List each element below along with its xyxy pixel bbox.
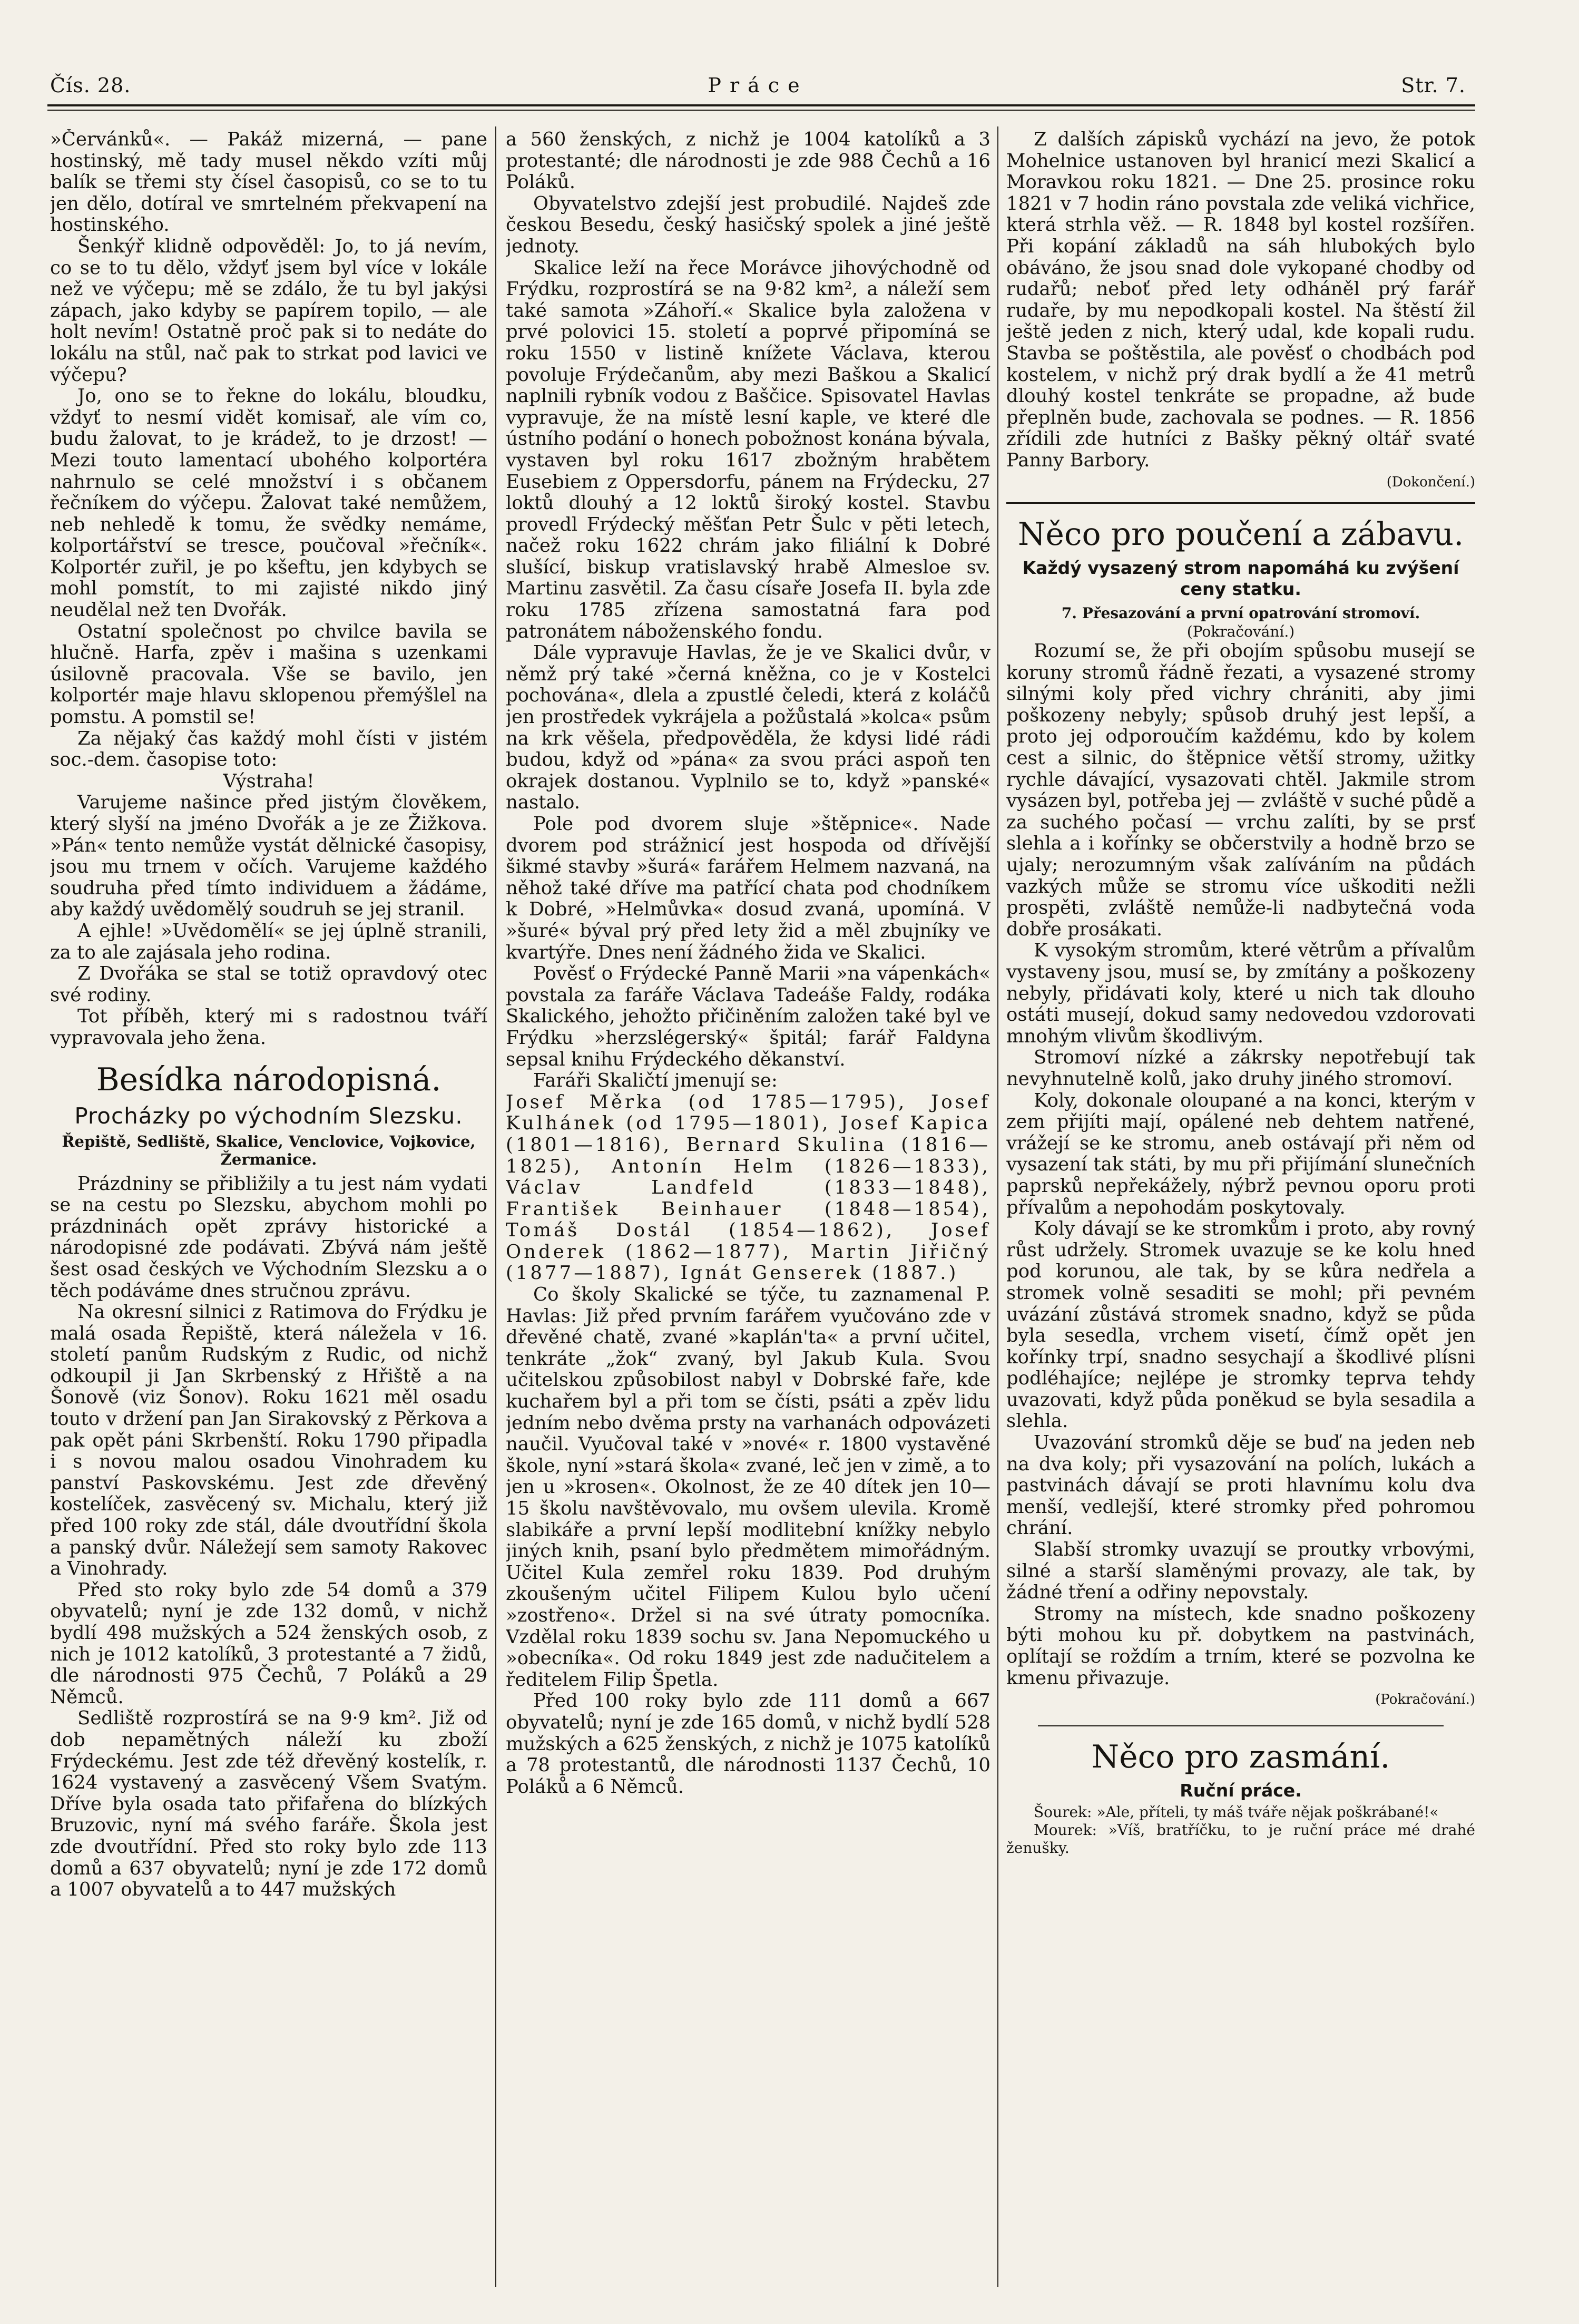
page-number: Str. 7. [1401,74,1466,97]
newspaper-title: Práce [708,74,808,97]
paragraph: Rozumí se, že při obojím spůsobu musejí se koruny stromů řádně řezati, a vysazené stromy silnými koly před vichry chrániti, aby jimi poškozeny nebyly; spůsob druhý jest lepší, a proto jej odporoučím každému, kdo by kolem cest a silnic, do štěpnice větší stromy, užitky rychle dávající, vysazovati chtěl. Jakmile strom vysázen byl, potřeba jej — zvláště v suché půdě a za suchého počasí — vrchu zalíti, by se prsť slehla a i kořínky se občerstvily a hodně brzo se ujaly; nerozumným však zalíváním na půdách vazkých může se stromu více uškoditi nežli prospěti, zvláště nemůže-li nadbytečná voda dobře prosákati. [1006,640,1475,940]
humor-subtitle: Ruční práce. [1180,1780,1302,1801]
column-1 [50,129,487,2290]
dialogue-line: Šourek: »Ale, příteli, ty máš tváře nějak poškrábané!« [1034,1803,1439,1821]
paragraph: Pole pod dvorem sluje »štěpnice«. Nade dvorem pod strážnicí jest hospoda od dřívější šikmé stavby »šurá« farářem Helmem nazvaná, na něhož také dříve ma patřící chata pod chodníkem k Dobré, »Helmůvka« dosud zvaná, upomíná. V »šuré« býval prý před lety žid a měl zbujníky ve kvartýře. Dnes není žádného žida ve Skalici. [506,813,990,963]
paragraph: Dále vypravuje Havlas, že je ve Skalici dvůr, v němž prý také »černá kněžna, co je v Kostelci pochována«, dlela a zpustlé čeledi, která z koláčů jen prostředek vykrájela a požůstalá »kolca« psům na krk věšela, předpověděla, že kdysi lidé rádi budou, když od »pána« za svou práci aspoň ten okrajek dostanou. Vyplnilo se to, když »panské« nastalo. [506,642,990,814]
column-divider [495,126,496,2287]
paragraph: Slabší stromky uvazují se proutky vrbovými, silné a starší slaměnými provazy, ale tak, by žádné tření a odřiny nepovstaly. [1006,1539,1475,1604]
section-subtitle: Každý vysazený strom napomáhá ku zvýšení ceny statku. [1022,558,1459,600]
paragraph: K vysokým stromům, které větrům a přívalům vystaveny jsou, musí se, by zmítány a poškozeny nebyly, přidávati koly, které u nich tak dlouho ostáti musejí, dokud samy nedovedou vzdorovati mnohým vlivům škodlivým. [1006,940,1475,1047]
header-rule-thin [47,110,1475,111]
header-rule [47,104,1475,106]
paragraph: Faráři Skaličtí jmenují se: [533,1070,778,1092]
section-title-besidka: Besídka národopisná. [96,1061,442,1098]
paragraph: Jo, ono se to řekne do lokálu, bloudku, vždyť to nesmí vidět komisař, ale vím co, budu žalovat, to je krádež, to je drzost! — Mezi touto lamentací ubohého kolportéra nahrnulo se celé množství i s občanem řečníkem do výčepu. Žalovat také nemůžem, neb nehledě k tomu, že svědky nemáme, kolportářství se tresce, poučoval »řečník«. Kolportér zuřil, je po kšeftu, jen kdybych se mohl pomstít, to mi zajisté nikdo jiný neudělal než ten Dvořák. [50,385,487,621]
continuation-note: (Pokračování.) [1186,623,1295,641]
priest-list: Josef Měrka (od 1785—1795), Josef Kulhánek (od 1795—1801), Josef Kapica (1801—1816), Bernard Skulina (1816—1825), Antonín Helm (1826—1833), Václav Landfeld (1833—1848), František Beinhauer (1848—1854), Tomáš Dostál (1854—1862), Josef Onderek (1862—1877), Martin Jiřičný (1877—1887), Ignát Genserek (1887.) [506,1091,990,1284]
column-divider [997,126,998,2287]
paragraph: Z dalších zápisků vychází na jevo, že potok Mohelnice ustanoven byl hranicí mezi Skalicí a Moravkou roku 1821. — Dne 25. prosince roku 1821 v 7 hodin ráno povstala zde veliká vichřice, která strhla věž. — R. 1848 byl kostel rozšířen. Při kopání základů na sáh hlubokých bylo obáváno, že jsou snad dole vykopané chodby od rudařů; neboť před lety odháněl prý farář rudaře, by mu nepodkopali kostel. Na štěstí žil ještě jeden z nich, který udal, kde kopali rudu. Stavba se poštěstila, ale pověsť o chodbách pod kostelem, v nichž prý drak bydlí a že 41 metrů dlouhý kostel tenkráte se propadne, až bude přeplněn bude, zachovala se podnes. — R. 1856 zřídili zde hutníci z Bašky pěkný oltář svaté Panny Barbory. [1006,129,1475,471]
paragraph: Za nějaký čas každý mohl čísti v jistém soc.-dem. časopise toto: [50,727,487,771]
paragraph: Sedliště rozprostírá se na 9·9 km². Již od dob nepamětných náleží ku zboží Frýdeckému. Jest zde též dřevěný kostelík, r. 1624 vystavený a zasvěcený Všem Svatým. Dříve byla osada tato přifařena do blízkých Bruzovic, nyní má svého faráře. Škola jest zde dvoutřídní. Před sto roky bylo zde 113 domů a 637 obyvatelů; nyní je zde 172 domů a 1007 obyvatelů a to 447 mužských [50,1707,487,1901]
paragraph: Co školy Skalické se týče, tu zaznamenal P. Havlas: Již před prvním farářem vyučováno zde v dřevěné chatě, zvané »kaplán'ta« a první učitel, tenkráte „žok“ zvaný, byl Jakub Kula. Svou učitelskou způsobilost nabyl v Dobrské faře, kde kuchařem byl a při tom se čísti, psáti a zpěv lidu jedním nebo dvěma prsty na varhanách odpovázeti naučil. Vyučoval také v »nové« r. 1800 vystavěné škole, nyní »stará škola« zvané, leč jen v zimě, a to jen u »krosen«. Okolnost, že ze 40 dítek jen 10—15 školu navštěvovalo, mu ovšem ulevila. Kromě slabikáře a první lepší modlitební knížky nebylo jiných knih, psaní bylo předmětem mimořádným. Učitel Kula zemřel roku 1839. Pod druhým zkoušeným učitel Filipem Kulou bylo učení »zostřeno«. Držel si na své útraty pomocníka. Vzdělal roku 1839 sochu sv. Jana Nepomuckého u »obecníka«. Od roku 1849 jest zde nadučitelem a ředitelem Filip Špetla. [506,1284,990,1691]
section-title-pouceni: Něco pro poučení a zábavu. [1017,516,1464,553]
paragraph: Skalice leží na řece Morávce jihovýchodně od Frýdku, rozprostírá se na 9·82 km², a náleží sem také samota »Záhoří.« Skalice byla založena v prvé polovici 15. století a poprvé připomíná se roku 1550 v listině knížete Václava, kterou povoluje Frýdečanům, aby mezi Baškou a Skalicí naplnili rybník vodou z Baščice. Spisovatel Havlas vypravuje, že na místě lesní kaple, ve které dle ústního podání o honech pobožnost konána bývala, vystaven byl roku 1617 zbožným hrabětem Eusebiem z Oppersdorfu, pánem na Frýdecku, 27 loktů dlouhý a 12 loktů široký kostel. Stavbu provedl Frýdecký měšťan Petr Šulc v pěti letech, načež roku 1622 chrám jako filiální k Dobré slušící, biskup vratislavský hrabě Almesloe sv. Martinu zasvětil. Za času císaře Josefa II. byla zde roku 1785 zřízena samostatná fara pod patronátem náboženského fondu. [506,257,990,642]
paragraph: Tot příběh, který mi s radostnou tváří vypravovala jeho žena. [50,1005,487,1049]
continuation-note: (Dokončení.) [1386,474,1475,490]
paragraph: a 560 ženských, z nichž je 1004 katolíků a 3 protestanté; dle národnosti je zde 988 Čechů a 16 Poláků. [506,129,990,193]
paragraph: Pověsť o Frýdecké Panně Marii »na vápenkách« povstala za faráře Václava Tadeáše Faldy, rodáka Skalického, jehožto přičiněním založen také byl ve Frýdku »herzslégerský« špitál; farář Faldyna sepsal knihu Frýdeckého děkanství. [506,963,990,1070]
continuation-note: (Pokračování.) [1375,1692,1475,1708]
section-rule [1038,1725,1444,1726]
paragraph: Z Dvořáka se stal se totiž opravdový otec své rodiny. [50,963,487,1006]
paragraph: Na okresní silnici z Ratimova do Frýdku je malá osada Řepiště, která náležela v 16. století panům Rudským z Rudic, od nichž odkoupil ji Jan Skrbenský z Hřiště a na Šonově (viz Šonov). Roku 1621 měl osadu touto v držení pan Jan Sirakovský z Pěrkova a pak opět páni Skrbenští. Roku 1790 připadla i s novou malou osadou Vinohradem ku panství Paskovskému. Jest zde dřevěný kostelíček, zasvěcený sv. Michalu, který již před 100 roky zde stál, dále dvoutřídní škola a panský dvůr. Náležejí sem samoty Rakovec a Vinohrady. [50,1301,487,1580]
humor-title: Něco pro zasmání. [1091,1738,1390,1775]
section-subtitle: Procházky po východním Slezsku. [74,1102,463,1129]
dialogue-line: Mourek: »Víš, bratříčku, to je ruční práce mé drahé ženušky. [1006,1821,1475,1857]
paragraph: Koly dávají se ke stromkům i proto, aby rovný růst udržely. Stromek uvazuje se ke kolu hned pod korunou, ale tak, by se kůra nedřela a stromek volně sesaditi se mohl; při pevném uvázání zůstává stromek snadno, když se půda byla sesedla, vrchem visetí, čímž opět jen kořínky trpí, snadno sesychají a škodlivé plísni podléhajíce; nejlépe je stromky teprva tehdy uvazovati, když půda poněkud se byla sesadila a slehla. [1006,1218,1475,1432]
paragraph: Prázdniny se přibližily a tu jest nám vydati se na cestu po Slezsku, abychom mohli po prázdninách opět zprávy historické a národopisné zde podávati. Zbývá nám ještě šest osad českých ve Východním Slezsku a o těch podáváme dnes stručnou zprávu. [50,1173,487,1302]
paragraph: Před sto roky bylo zde 54 domů a 379 obyvatelů; nyní je zde 132 domů, v nichž bydlí 498 mužských a 524 ženských osob, z nich je 1012 katolíků, 3 protestanté a 7 židů, dle národnosti 975 Čechů, 7 Poláků a 29 Němců. [50,1579,487,1708]
section-rule [1006,502,1475,504]
paragraph: A ejhle! »Uvědomělí« se jej úplně stranili, za to ale zajásala jeho rodina. [50,920,487,963]
warning-text: Varujeme našince před jistým člověkem, který slyší na jméno Dvořák a je ze Žižkova. »Pán« tento nemůže vystát dělnické časopisy, jsou mu trnem v očích. Varujeme každého soudruha před tímto individuem a žádáme, aby každý uvědomělý soudruh se jej stranil. [50,792,487,921]
paragraph: Ostatní společnost po chvilce bavila se hlučně. Harfa, zpěv i mašina s uzenkami úsilovně pracovala. Vše se bavilo, jen kolportér maje hlavu sklopenou přemýšlel na pomstu. A pomstil se! [50,620,487,728]
paragraph: Uvazování stromků děje se buď na jeden neb na dva koly; při vysazování na polích, lukách a pastvinách dávají se proti hlavnímu kolu dva menší, vedlejší, které stromky před pohromou chrání. [1006,1432,1475,1539]
paragraph: Stromoví nízké a zákrsky nepotřebují tak nevyhnutelně kolů, jako druhy jiného stromoví. [1006,1047,1475,1090]
issue-number: Čís. 28. [50,74,131,97]
warning-heading: Výstraha! [223,770,315,792]
column-3 [1006,129,1475,2290]
paragraph: Před 100 roky bylo zde 111 domů a 667 obyvatelů; nyní je zde 165 domů, v nichž bydlí 528 mužských a 625 ženských, z nichž je 1075 katolíků a 78 protestantů, dle národnosti 1137 Čechů, 10 Poláků a 6 Němců. [506,1690,990,1798]
paragraph: Obyvatelstvo zdejší jest probudilé. Najdeš zde českou Besedu, český hasičský spolek a jiné ještě jednoty. [506,192,990,257]
section-number-heading: 7. Přesazování a první opatrování stromoví. [1061,604,1420,622]
column-2 [506,129,990,2290]
page-header [50,74,1466,105]
village-list: Řepiště, Sedliště, Skalice, Venclovice, Vojkovice, Žermanice. [62,1132,476,1168]
paragraph: »Červánků«. — Pakáž mizerná, — pane hostinský, mě tady musel někdo vzíti můj balík se třemi sty čísel časopisů, co se to tu jen dělo, dotíral ve smrtelném překvapení na hostinského. [50,129,487,236]
paragraph: Šenkýř klidně odpověděl: Jo, to já nevím, co se to tu dělo, vždyť jsem byl více v lokále než ve výčepu; mě se zdálo, že tu byl jakýsi zápach, jako kdyby se papírem topilo, — ale holt nevím! Ostatně proč pak si to nedáte do lokálu na stůl, nač pak to strkat pod lavici ve výčepu? [50,235,487,386]
paragraph: Stromy na místech, kde snadno poškozeny býti mohou ku př. dobytkem na pastvinách, oplítají se roždím a trním, které se pozvolna ke kmenu přivazuje. [1006,1603,1475,1689]
paragraph: Koly, dokonale oloupané a na konci, kterým v zem přijíti mají, opálené neb dehtem natřené, vrážejí se ke stromu, aneb ostávají při něm od vysazení tak státi, by mu při přijímání slunečních paprsků nepřekážely, nýbrž pevnou oporu proti přívalům a nepohodám poskytovaly. [1006,1089,1475,1218]
